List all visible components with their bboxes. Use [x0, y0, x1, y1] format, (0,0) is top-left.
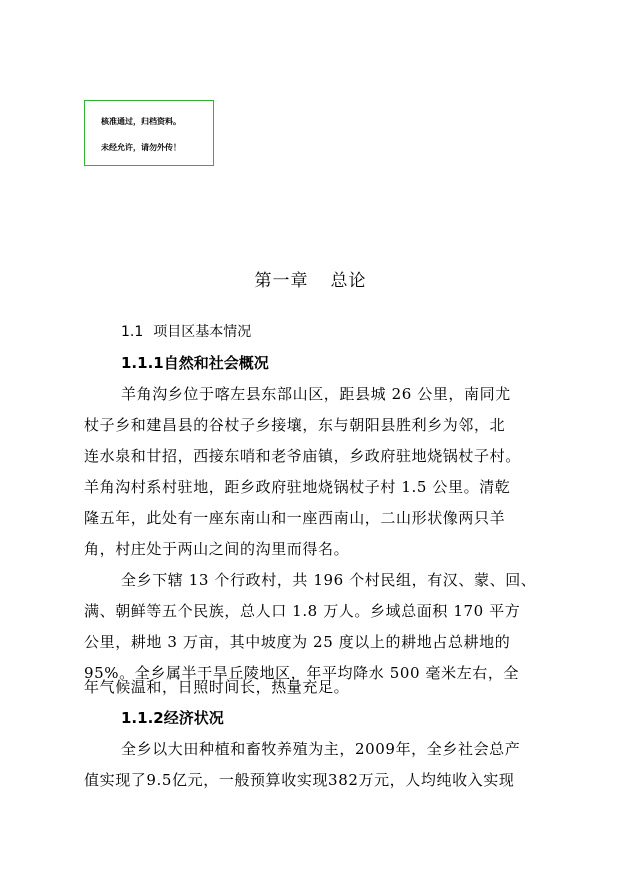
- section-number: 1.1: [121, 324, 144, 340]
- paragraph-line: 隆五年，此处有一座东南山和一座西南山，二山形状像两只羊: [84, 509, 506, 527]
- notice-line-2: 未经允许，请勿外传！: [101, 143, 181, 152]
- paragraph-line: 全乡以大田种植和畜牧养殖为主，2009年，全乡社会总产: [121, 740, 521, 758]
- chapter-name: 总论: [330, 271, 367, 291]
- subsection-heading-economy: 1.1.2经济状况: [121, 709, 224, 727]
- paragraph-line: 角，村庄处于两山之间的沟里而得名。: [84, 540, 350, 558]
- subsection-heading-natural-social: 1.1.1自然和社会概况: [121, 354, 269, 372]
- notice-line-1: 核准通过，归档资料。: [101, 117, 181, 126]
- paragraph-line: 95%。全乡属半干旱丘陵地区，年平均降水 500 毫米左右，全: [84, 664, 520, 682]
- paragraph-line: 羊角沟村系村驻地，距乡政府驻地烧锅杖子村 1.5 公里。清乾: [84, 478, 511, 496]
- approval-notice-box: [84, 100, 214, 166]
- paragraph-line: 羊角沟乡位于喀左县东部山区，距县城 26 公里，南同尤: [121, 385, 511, 403]
- paragraph-line: 年气候温和，日照时间长，热量充足。: [84, 678, 350, 696]
- chapter-title: [0, 266, 621, 291]
- paragraph-line: 杖子乡和建昌县的谷杖子乡接壤，东与朝阳县胜利乡为邻，北: [84, 416, 506, 434]
- chapter-number: 第一章: [254, 271, 309, 291]
- section-name: 项目区基本情况: [153, 324, 252, 340]
- paragraph-line: 值实现了9.5亿元，一般预算收实现382万元，人均纯收入实现: [84, 771, 515, 789]
- paragraph-line: 全乡下辖 13 个行政村，共 196 个村民组，有汉、蒙、回、: [121, 571, 537, 589]
- section-heading: [121, 321, 251, 341]
- paragraph-line: 公里，耕地 3 万亩，其中坡度为 25 度以上的耕地占总耕地的: [84, 633, 511, 651]
- paragraph-line: 连水泉和甘招，西接东哨和老爷庙镇，乡政府驻地烧锅杖子村。: [84, 447, 521, 465]
- paragraph-line: 满、朝鲜等五个民族，总人口 1.8 万人。乡域总面积 170 平方: [84, 602, 521, 620]
